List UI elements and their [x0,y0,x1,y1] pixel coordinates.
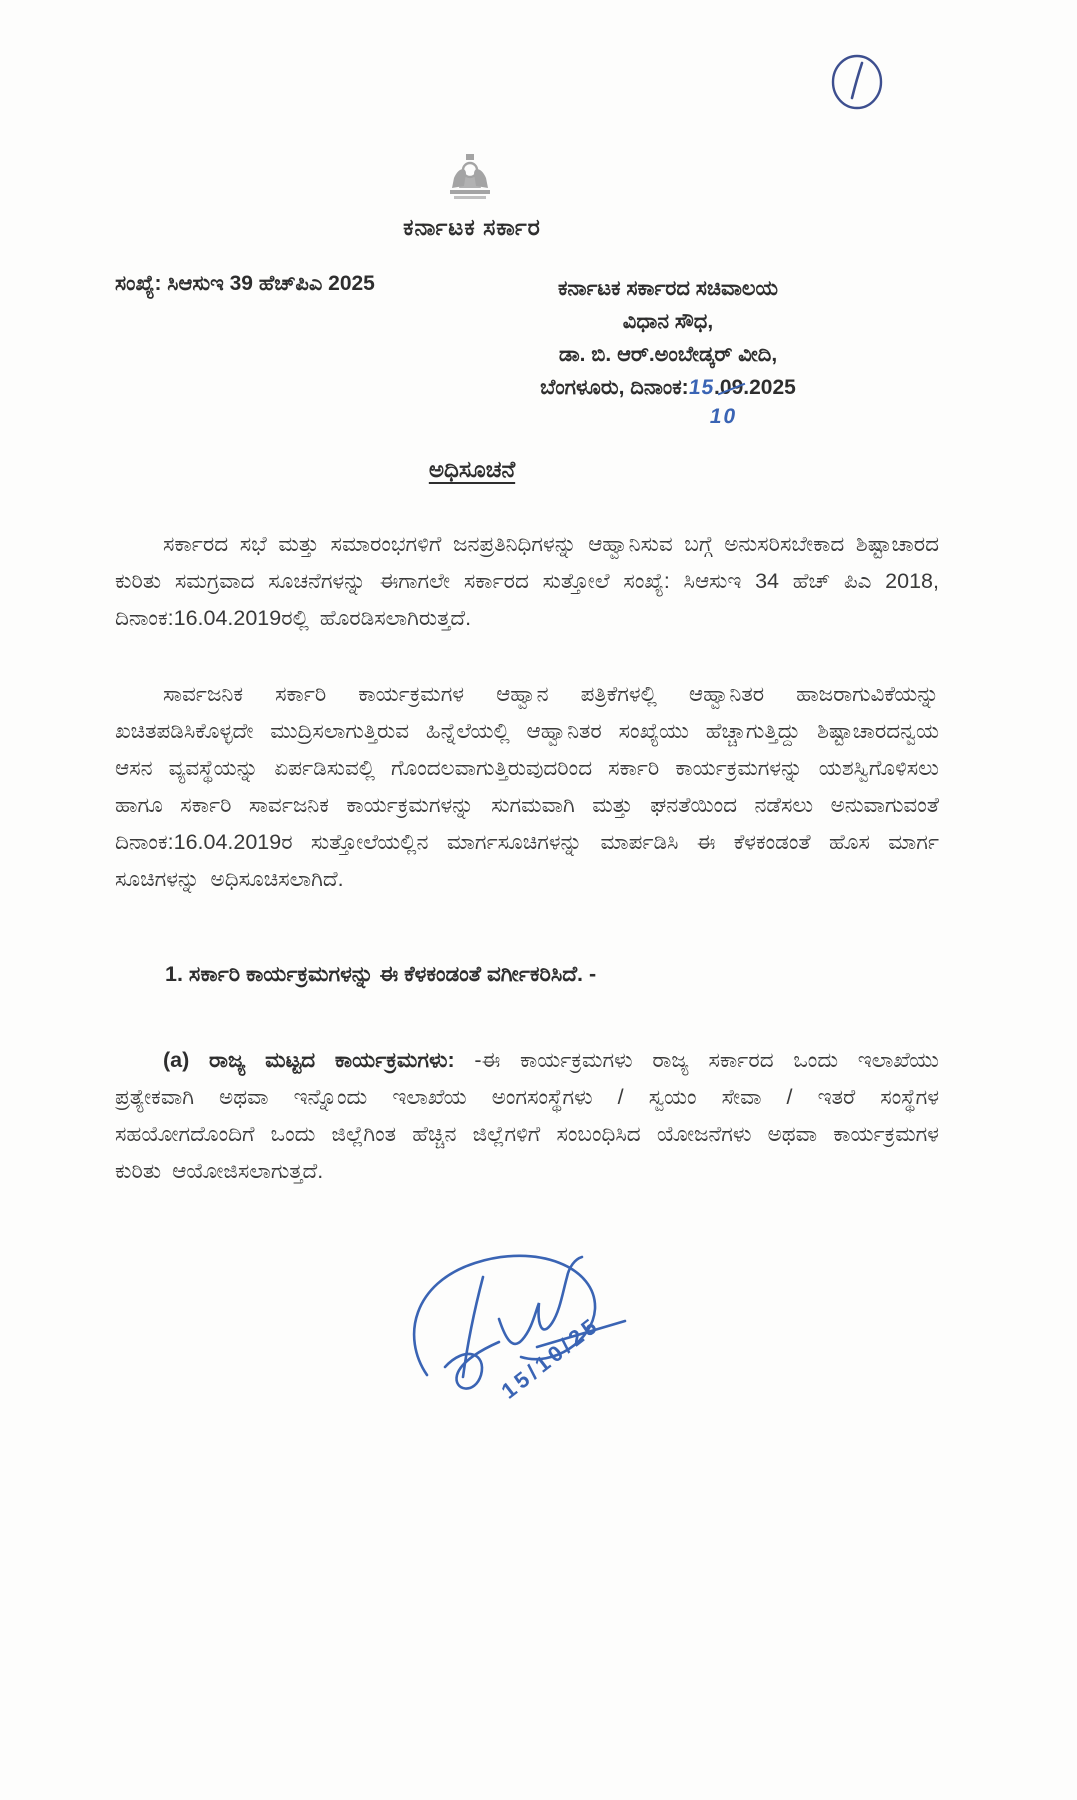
org-title: ಕರ್ನಾಟಕ ಸರ್ಕಾರ [403,214,541,240]
date-dot: . [714,376,720,399]
signature-icon [385,1225,695,1435]
address-line-1: ಕರ್ನಾಟಕ ಸರ್ಕಾರದ ಸಚಿವಾಲಯ [557,277,779,300]
date-year: .2025 [743,376,796,399]
address-line-3: ಡಾ. ಬಿ. ಆರ್.ಅಂಬೇಡ್ಕರ್ ವೀದಿ, [558,343,778,366]
date-line [468,371,868,404]
paragraph-1: ಸರ್ಕಾರದ ಸಭೆ ಮತ್ತು ಸಮಾರಂಭಗಳಿಗೆ ಜನಪ್ರತಿನಿಧಿಗಳನ್ನು ಆಹ್ವಾನಿಸುವ ಬಗ್ಗೆ ಅನುಸರಿಸಬೇಕಾದ ಶಿಷ್ಟಾಚಾರದ ಕುರಿತು ಸಮಗ್ರವಾದ ಸೂಚನೆಗಳನ್ನು ಈಗಾಗಲೇ ಸರ್ಕಾರದ ಸುತ್ತೋಲೆ ಸಂಖ್ಯೆ: ಸಿಆಸುಇ 34 ಹೆಚ್ ಪಿಎ 2018, ದಿನಾಂಕ:16.04.2019ರಲ್ಲಿ ಹೊರಡಿಸಲಾಗಿರುತ್ತದೆ. [115,531,939,630]
struck-month: 09 [720,371,743,404]
karnataka-emblem-icon [444,152,496,208]
signature-scribble [385,1225,695,1435]
paragraph-2: ಸಾರ್ವಜನಿಕ ಸರ್ಕಾರಿ ಕಾರ್ಯಕ್ರಮಗಳ ಆಹ್ವಾನ ಪತ್ರಿಕೆಗಳಲ್ಲಿ ಆಹ್ವಾನಿತರ ಹಾಜರಾಗುವಿಕೆಯನ್ನು ಖಚಿತಪಡಿಸಿಕೊಳ್ಳದೇ ಮುದ್ರಿಸಲಾಗುತ್ತಿರುವ ಹಿನ್ನೆಲೆಯಲ್ಲಿ ಆಹ್ವಾನಿತರ ಸಂಖ್ಯೆಯು ಹೆಚ್ಚಾಗುತ್ತಿದ್ದು ಶಿಷ್ಟಾಚಾರದನ್ವಯ ಆಸನ ವ್ಯವಸ್ಥೆಯನ್ನು ಏರ್ಪಡಿಸುವಲ್ಲಿ ಗೊಂದಲವಾಗುತ್ತಿರುವುದರಿಂದ ಸರ್ಕಾರಿ ಕಾರ್ಯಕ್ರಮಗಳನ್ನು ಯಶಸ್ವಿಗೊಳಿಸಲು ಹಾಗೂ ಸರ್ಕಾರಿ ಸಾರ್ವಜನಿಕ ಕಾರ್ಯಕ್ರಮಗಳನ್ನು ಸುಗಮವಾಗಿ ಮತ್ತು ಘನತೆಯಿಂದ ನಡೆಸಲು ಅನುವಾಗುವಂತೆ ದಿನಾಂಕ:16.04.2019ರ ಸುತ್ತೋಲೆಯಲ್ಲಿನ ಮಾರ್ಗಸೂಚಿಗಳನ್ನು ಮಾರ್ಪಡಿಸಿ ಈ ಕೆಳಕಂಡಂತೆ ಹೊಸ ಮಾರ್ಗ ಸೂಚಿಗಳನ್ನು ಅಧಿಸೂಚಿಸಲಾಗಿದೆ. [115,681,939,891]
address-line-2: ವಿಧಾನ ಸೌಧ, [622,310,714,333]
reference-number: ಸಂಖ್ಯೆ: ಸಿಆಸುಇ 39 ಹೆಚ್‌ಪಿಎ 2025 [115,272,375,295]
circled-page-number [826,52,888,112]
signature-date: 15/10/25 [496,1311,605,1404]
list-item-a [115,1042,939,1190]
list-item-1: 1. ಸರ್ಕಾರಿ ಕಾರ್ಯಕ್ರಮಗಳನ್ನು ಈ ಕೆಳಕಂಡಂತೆ ವರ್ಗೀಕರಿಸಿದೆ. - [165,962,597,986]
item-a-label: (a) ರಾಜ್ಯ ಮಟ್ಟದ ಕಾರ್ಯಕ್ರಮಗಳು: [163,1047,455,1072]
circle-annotation-icon [826,52,888,112]
date-prefix: ಬೆಂಗಳೂರು, ದಿನಾಂಕ: [540,376,689,399]
address-block [468,272,868,428]
handwritten-month-correction: 10 [707,405,740,428]
document-heading: ಅಧಿಸೂಚನೆ [428,456,516,482]
handwritten-day: 15 [687,376,716,399]
item-a-text: -ಈ ಕಾರ್ಯಕ್ರಮಗಳು ರಾಜ್ಯ ಸರ್ಕಾರದ ಒಂದು ಇಲಾಖೆಯು ಪ್ರತ್ಯೇಕವಾಗಿ ಅಥವಾ ಇನ್ನೊಂದು ಇಲಾಖೆಯ ಅಂಗಸಂಸ್ಥೆಗಳು / ಸ್ವಯಂ ಸೇವಾ / ಇತರೆ ಸಂಸ್ಥೆಗಳ ಸಹಯೋಗದೊಂದಿಗೆ ಒಂದು ಜಿಲ್ಲೆಗಿಂತ ಹೆಚ್ಚಿನ ಜಿಲ್ಲೆಗಳಿಗೆ ಸಂಬಂಧಿಸಿದ ಯೋಜನೆಗಳು ಅಥವಾ ಕಾರ್ಯಕ್ರಮಗಳ ಕುರಿತು ಆಯೋಜಿಸಲಾಗುತ್ತದೆ. [115,1047,939,1183]
